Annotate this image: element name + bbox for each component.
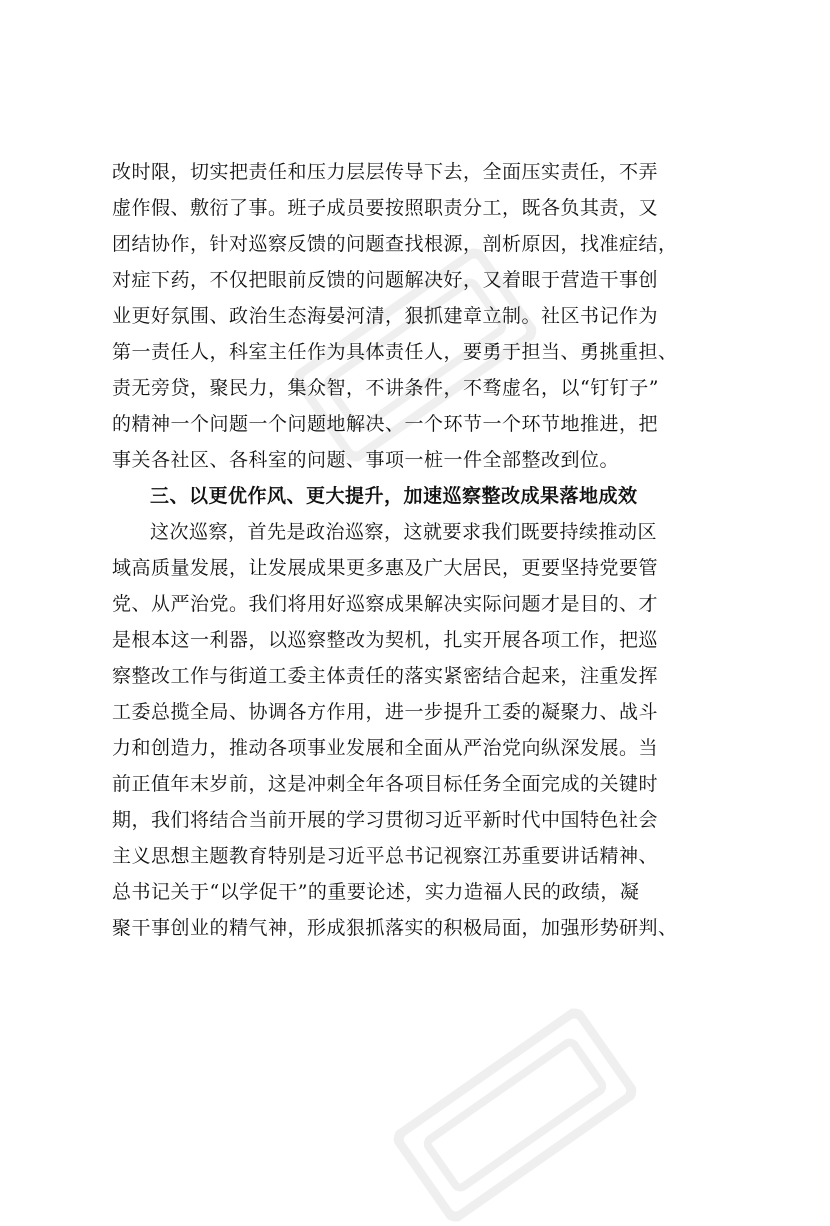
text-line: 工委总揽全局、协调各方作用，进一步提升工委的凝聚力、战斗	[112, 701, 659, 723]
text-line: 事关各社区、各科室的问题、事项一桩一件全部整改到位。	[112, 449, 620, 471]
text-line: 业更好氛围、政治生态海晏河清，狠抓建章立制。社区书记作为	[112, 305, 659, 327]
text-line: 力和创造力，推动各项事业发展和全面从严治党向纵深发展。当	[112, 737, 659, 759]
text-line: 期，我们将结合当前开展的学习贯彻习近平新时代中国特色社会	[112, 809, 659, 831]
paragraph	[112, 514, 724, 946]
text-line: 虚作假、敷衍了事。班子成员要按照职责分工，既各负其责，又	[112, 197, 659, 219]
text-line: 责无旁贷，聚民力，集众智，不讲条件，不骛虚名，以“钉钉子”	[112, 377, 659, 399]
text-line: 域高质量发展，让发展成果更多惠及广大居民，更要坚持党要管	[112, 557, 659, 579]
watermark-logo	[389, 1004, 640, 1226]
text-line: 对症下药，不仅把眼前反馈的问题解决好，又着眼于营造干事创	[112, 269, 659, 291]
text-line: 第一责任人，科室主任作为具体责任人，要勇于担当、勇挑重担、	[112, 341, 678, 363]
paragraph-continuation	[112, 154, 724, 478]
text-line: 这次巡察，首先是政治巡察，这就要求我们既要持续推动区	[150, 521, 658, 543]
text-line: 总书记关于“以学促干”的重要论述，实力造福人民的政绩，凝	[112, 881, 640, 903]
text-line: 聚干事创业的精气神，形成狠抓落实的积极局面，加强形势研判、	[112, 917, 678, 939]
text-line: 主义思想主题教育特别是习近平总书记视察江苏重要讲话精神、	[112, 845, 659, 867]
text-line: 团结协作，针对巡察反馈的问题查找根源，剖析原因，找准症结，	[112, 233, 678, 255]
text-line: 是根本这一利器，以巡察整改为契机，扎实开展各项工作，把巡	[112, 629, 659, 651]
text-line: 的精神一个问题一个问题地解决、一个环节一个环节地推进，把	[112, 413, 659, 435]
text-line: 察整改工作与街道工委主体责任的落实紧密结合起来，注重发挥	[112, 665, 659, 687]
text-line: 前正值年末岁前，这是冲刺全年各项目标任务全面完成的关键时	[112, 773, 659, 795]
section-heading: 三、以更优作风、更大提升，加速巡察整改成果落地成效	[150, 485, 638, 507]
text-line: 党、从严治党。我们将用好巡察成果解决实际问题才是目的、才	[112, 593, 659, 615]
text-line: 改时限，切实把责任和压力层层传导下去，全面压实责任，不弄	[112, 161, 659, 183]
document-body	[112, 154, 724, 946]
